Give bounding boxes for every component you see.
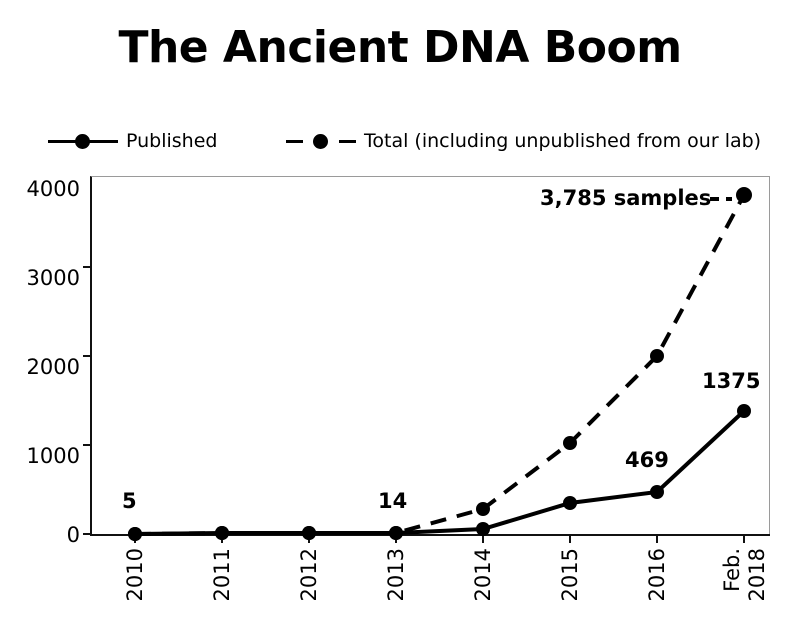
legend-label-published: Published bbox=[126, 130, 218, 152]
marker-published-2014 bbox=[476, 522, 490, 536]
data-label-2016: 469 bbox=[625, 448, 669, 472]
y-tick-label-2000: 2000 bbox=[26, 355, 80, 379]
marker-published-2013 bbox=[389, 526, 403, 540]
y-tick-label-4000: 4000 bbox=[26, 177, 80, 201]
x-tick-label-2015: 2015 bbox=[558, 548, 582, 602]
data-label-feb-2018: 1375 bbox=[702, 369, 761, 393]
x-tick-label-2010: 2010 bbox=[123, 548, 147, 602]
x-tick-label-2014: 2014 bbox=[471, 548, 495, 602]
y-tick-label-0: 0 bbox=[66, 523, 80, 547]
x-tick-label-2012: 2012 bbox=[297, 548, 321, 602]
marker-total-2014 bbox=[476, 502, 490, 516]
x-tick-label-feb-2018-line2: 2018 bbox=[745, 548, 769, 602]
chart-title: The Ancient DNA Boom bbox=[118, 22, 682, 73]
x-tick-label-2011: 2011 bbox=[210, 548, 234, 602]
marker-total-feb-2018 bbox=[736, 187, 752, 203]
y-tick-label-3000: 3000 bbox=[26, 266, 80, 290]
marker-published-2016 bbox=[650, 485, 664, 499]
marker-published-feb-2018 bbox=[737, 404, 751, 418]
marker-published-2015 bbox=[563, 496, 577, 510]
legend-label-total: Total (including unpublished from our lab) bbox=[364, 130, 762, 152]
x-tick-label-feb-2018-line1: Feb. bbox=[720, 548, 744, 592]
x-tick-label-2016: 2016 bbox=[645, 548, 669, 602]
series-line-published bbox=[135, 411, 744, 534]
x-tick-label-2013: 2013 bbox=[384, 548, 408, 602]
marker-published-2010 bbox=[128, 527, 142, 541]
y-tick-label-1000: 1000 bbox=[26, 444, 80, 468]
marker-published-2012 bbox=[302, 526, 316, 540]
marker-published-2011 bbox=[215, 526, 229, 540]
marker-total-2015 bbox=[563, 436, 577, 450]
series-line-total bbox=[135, 195, 744, 534]
marker-total-2016 bbox=[650, 349, 664, 363]
data-label-2013: 14 bbox=[378, 489, 408, 513]
annotation-total-samples: 3,785 samples bbox=[540, 186, 712, 210]
data-label-2010: 5 bbox=[122, 489, 137, 513]
